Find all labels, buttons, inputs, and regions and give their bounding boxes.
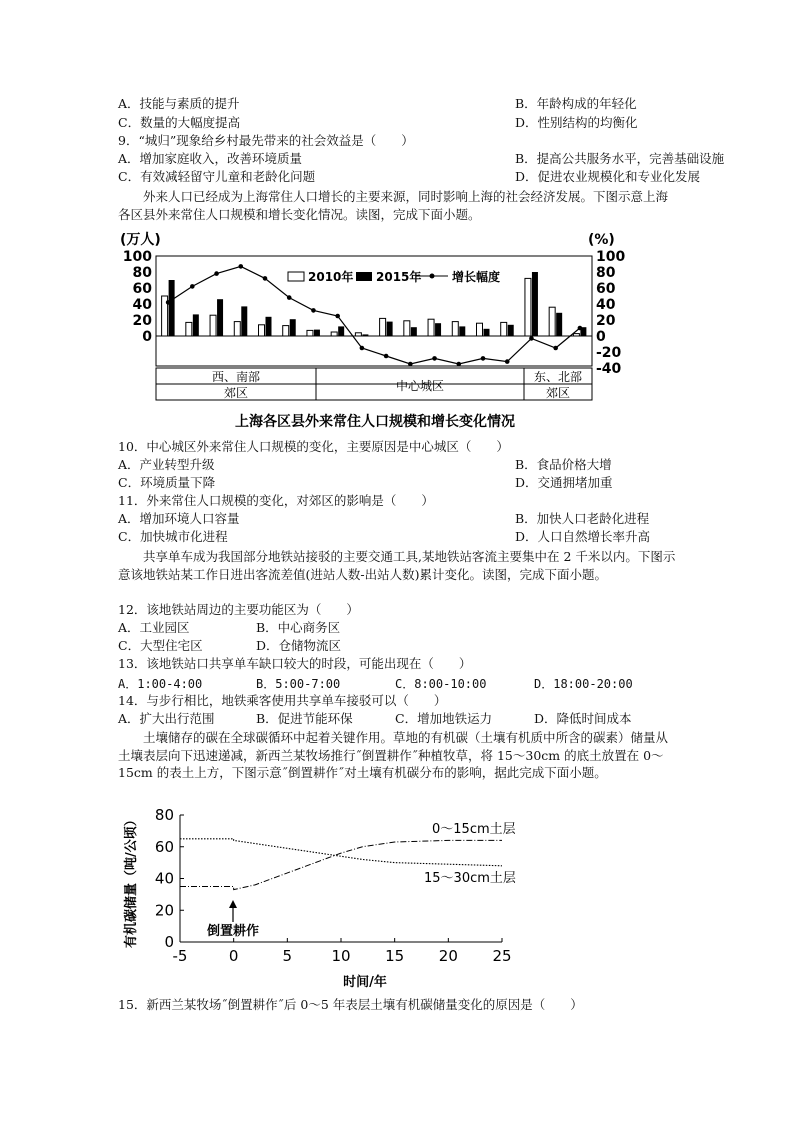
growth-point bbox=[238, 264, 243, 269]
left-unit-label: (万人) bbox=[120, 232, 161, 248]
annotation-label: 倒置耕作 bbox=[206, 924, 260, 939]
growth-point bbox=[335, 314, 340, 319]
annotation-arrow-head bbox=[229, 900, 237, 908]
q12-option-c: C．大型住宅区 bbox=[118, 638, 203, 653]
growth-point bbox=[505, 359, 510, 364]
q10-option-c: C．环境质量下降 bbox=[118, 475, 216, 490]
growth-point bbox=[190, 284, 195, 289]
q10-options-row2 bbox=[118, 475, 613, 491]
bar-2010 bbox=[428, 319, 434, 336]
growth-point bbox=[287, 295, 292, 300]
q12-options-row2 bbox=[118, 638, 342, 654]
chart1-title: 上海各区县外来常住人口规模和增长变化情况 bbox=[235, 414, 515, 430]
series-15-30cm-label: 15～30cm土层 bbox=[424, 871, 516, 886]
q13-option-b: B．5:00-7:00 bbox=[256, 677, 341, 691]
x-tick-label: -5 bbox=[172, 947, 188, 965]
bar-2010 bbox=[259, 325, 265, 336]
legend-2015-label: 2015年 bbox=[376, 270, 422, 284]
y-tick-label: 40 bbox=[154, 869, 174, 888]
q14-option-b: B．促进节能环保 bbox=[256, 711, 353, 726]
x-tick-label: 20 bbox=[438, 947, 458, 965]
q8-option-d: D．性别结构的均衡化 bbox=[515, 115, 638, 130]
left-tick-label: 100 bbox=[122, 249, 152, 265]
legend-2010-label: 2010年 bbox=[308, 270, 354, 284]
bar-2010 bbox=[477, 323, 483, 336]
legend-2015-swatch bbox=[356, 272, 372, 281]
growth-point bbox=[529, 336, 534, 341]
q13-stem: 13．该地铁站口共享单车缺口较大的时段，可能出现在（ ） bbox=[118, 656, 472, 671]
growth-point bbox=[481, 356, 486, 361]
growth-point bbox=[166, 300, 171, 305]
q11-option-d: D．人口自然增长率升高 bbox=[515, 529, 651, 544]
growth-point bbox=[384, 354, 389, 359]
growth-point bbox=[456, 362, 461, 367]
q9-stem: 9．“城归”现象给乡村最先带来的社会效益是（ ） bbox=[118, 133, 414, 148]
bar-2015 bbox=[556, 313, 562, 336]
q11-stem: 11．外来常住人口规模的变化，对郊区的影响是（ ） bbox=[118, 493, 434, 508]
q13-option-d: D．18:00-20:00 bbox=[534, 677, 633, 691]
growth-line bbox=[168, 266, 580, 364]
q11-option-a: A．增加环境人口容量 bbox=[118, 511, 240, 526]
q10-options-row1 bbox=[118, 457, 612, 473]
q11-option-c: C．加快城市化进程 bbox=[118, 529, 228, 544]
shanghai-population-chart bbox=[112, 228, 632, 433]
bar-2010 bbox=[234, 322, 240, 336]
bar-2010 bbox=[331, 332, 337, 336]
q14-option-a: A．扩大出行范围 bbox=[118, 711, 215, 726]
q12-stem: 12．该地铁站周边的主要功能区为（ ） bbox=[118, 602, 359, 617]
q9-option-b: B．提高公共服务水平，完善基础设施 bbox=[515, 151, 725, 166]
q9-option-a: A．增加家庭收入，改善环境质量 bbox=[118, 151, 303, 166]
right-tick-label: 0 bbox=[596, 329, 606, 345]
x-tick-label: 0 bbox=[228, 947, 239, 965]
growth-point bbox=[311, 308, 316, 313]
bar-2015 bbox=[217, 299, 223, 336]
q14-option-c: C．增加地铁运力 bbox=[395, 711, 493, 726]
x-tick-label: 25 bbox=[492, 947, 512, 965]
right-tick-label: 20 bbox=[596, 313, 616, 329]
right-tick-label: -20 bbox=[596, 345, 622, 361]
bar-2015 bbox=[484, 329, 490, 336]
bar-2015 bbox=[362, 334, 368, 336]
region-central: 中心城区 bbox=[395, 379, 445, 393]
region-east-north-l2: 郊区 bbox=[545, 386, 571, 400]
q10-option-d: D．交通拥堵加重 bbox=[515, 475, 613, 490]
q15-stem: 15．新西兰某牧场˝倒置耕作˝后 0～5 年表层土壤有机碳储量变化的原因是（ ） bbox=[118, 997, 583, 1012]
q11-option-b: B．加快人口老龄化进程 bbox=[515, 511, 650, 526]
q9-option-d: D．促进农业规模化和专业化发展 bbox=[515, 169, 701, 184]
x-tick-label: 15 bbox=[385, 947, 405, 965]
bar-2015 bbox=[314, 330, 320, 336]
region-east-north-l1: 东、北部 bbox=[533, 370, 583, 384]
growth-point bbox=[578, 326, 583, 331]
bar-2015 bbox=[193, 314, 199, 336]
bar-2015 bbox=[532, 272, 538, 336]
passage-shanghai: 外来人口已经成为上海常住人口增长的主要来源，同时影响上海的社会经济发展。下图示意上海各区县外来常住人口规模和增长变化情况。读图，完成下面小题。 bbox=[118, 189, 669, 222]
chart2-ylabel: 有机碳储量（吨/公顷） bbox=[124, 813, 139, 948]
right-tick-label: 80 bbox=[596, 265, 616, 281]
legend-2010-swatch bbox=[288, 272, 304, 281]
bar-2015 bbox=[508, 325, 514, 336]
growth-point bbox=[263, 276, 268, 281]
bar-2010 bbox=[355, 333, 361, 336]
bar-2010 bbox=[549, 307, 555, 336]
legend-growth-dot bbox=[430, 274, 435, 279]
q13-option-a: A．1:00-4:00 bbox=[118, 677, 203, 691]
q8-option-c: C．数量的大幅度提高 bbox=[118, 115, 241, 130]
soil-carbon-chart bbox=[118, 802, 538, 992]
bar-2010 bbox=[186, 322, 192, 336]
bar-2015 bbox=[338, 326, 344, 336]
growth-point bbox=[553, 346, 558, 351]
q8-option-b: B．年龄构成的年轻化 bbox=[515, 96, 637, 111]
region-west-south-l1: 西、南部 bbox=[211, 370, 261, 384]
bar-2015 bbox=[241, 306, 247, 336]
q12-option-d: D．仓储物流区 bbox=[256, 638, 342, 653]
left-tick-label: 60 bbox=[132, 281, 152, 297]
bar-2015 bbox=[459, 326, 465, 336]
bar-2015 bbox=[411, 327, 417, 336]
growth-point bbox=[432, 356, 437, 361]
bar-2010 bbox=[307, 330, 313, 336]
passage-bike-sharing: 共享单车成为我国部分地铁站接驳的主要交通工具,某地铁站客流主要集中在 2 千米以内。下图示意该地铁站某工作日进出客流差值(进站人数-出站人数)累计变化。读图，完成下面小题。 bbox=[118, 549, 676, 582]
bar-2010 bbox=[404, 321, 410, 336]
right-unit-label: (%) bbox=[588, 232, 615, 248]
left-tick-label: 80 bbox=[132, 265, 152, 281]
bar-2015 bbox=[266, 317, 272, 336]
x-tick-label: 5 bbox=[282, 947, 293, 965]
series-0-15cm-label: 0～15cm土层 bbox=[432, 822, 516, 837]
region-west-south-l2: 郊区 bbox=[223, 386, 249, 400]
q8-options-row2 bbox=[118, 115, 638, 131]
q11-options-row1 bbox=[118, 511, 650, 527]
bar-2010 bbox=[573, 334, 579, 336]
q13-option-c: C．8:00-10:00 bbox=[395, 677, 487, 691]
bar-2010 bbox=[525, 278, 531, 336]
growth-point bbox=[408, 362, 413, 367]
bar-2010 bbox=[210, 315, 216, 336]
bar-2015 bbox=[387, 322, 393, 336]
q11-options-row2 bbox=[118, 529, 651, 545]
bar-2010 bbox=[501, 322, 507, 336]
y-tick-label: 0 bbox=[164, 933, 174, 951]
y-tick-label: 20 bbox=[154, 901, 174, 920]
q8-option-a: A．技能与素质的提升 bbox=[118, 96, 240, 111]
q9-option-c: C．有效减轻留守儿童和老龄化问题 bbox=[118, 169, 316, 184]
x-tick-label: 10 bbox=[331, 947, 351, 965]
passage-soil-carbon: 土壤储存的碳在全球碳循环中起着关键作用。草地的有机碳（土壤有机质中所含的碳素）储量从土壤表层向下迅速递减，新西兰某牧场推行˝倒置耕作˝种植牧草，将 15～30cm 的底土放置在 0～15cm 的表土上方，下图示意˝倒置耕作˝对土壤有机碳分布的影响，据此完成下面小题。 bbox=[118, 730, 669, 780]
legend-growth-label: 增长幅度 bbox=[452, 270, 501, 284]
q10-option-a: A．产业转型升级 bbox=[118, 457, 215, 472]
left-tick-label: 20 bbox=[132, 313, 152, 329]
bar-2010 bbox=[283, 326, 289, 336]
q14-options bbox=[118, 711, 632, 727]
series-15-30cm-line bbox=[180, 839, 502, 866]
q12-option-b: B．中心商务区 bbox=[256, 620, 341, 635]
right-tick-label: 40 bbox=[596, 297, 616, 313]
q8-options-row1 bbox=[118, 96, 637, 112]
q12-option-a: A．工业园区 bbox=[118, 620, 190, 635]
q9-options-row1 bbox=[118, 151, 725, 167]
chart2-xlabel: 时间/年 bbox=[343, 975, 387, 990]
q10-stem: 10．中心城区外来常住人口规模的变化，主要原因是中心城区（ ） bbox=[118, 439, 509, 454]
q14-option-d: D．降低时间成本 bbox=[534, 711, 632, 726]
bar-2015 bbox=[169, 280, 175, 336]
right-tick-label: 100 bbox=[596, 249, 626, 265]
q12-options-row1 bbox=[118, 620, 341, 636]
q10-option-b: B．食品价格大增 bbox=[515, 457, 612, 472]
q14-stem: 14．与步行相比，地铁乘客使用共享单车接驳可以（ ） bbox=[118, 693, 447, 708]
q13-options bbox=[118, 676, 633, 692]
bar-2010 bbox=[380, 318, 386, 336]
q9-options-row2 bbox=[118, 169, 701, 185]
bar-2015 bbox=[435, 323, 441, 336]
growth-point bbox=[214, 271, 219, 276]
growth-point bbox=[360, 346, 365, 351]
right-tick-label: 60 bbox=[596, 281, 616, 297]
y-tick-label: 80 bbox=[154, 806, 174, 824]
legend bbox=[288, 269, 500, 284]
bar-2010 bbox=[452, 322, 458, 336]
left-tick-label: 40 bbox=[132, 297, 152, 313]
left-tick-label: 0 bbox=[142, 329, 152, 345]
right-tick-label: -40 bbox=[596, 361, 622, 377]
y-tick-label: 60 bbox=[154, 837, 174, 856]
bar-2015 bbox=[290, 319, 296, 336]
